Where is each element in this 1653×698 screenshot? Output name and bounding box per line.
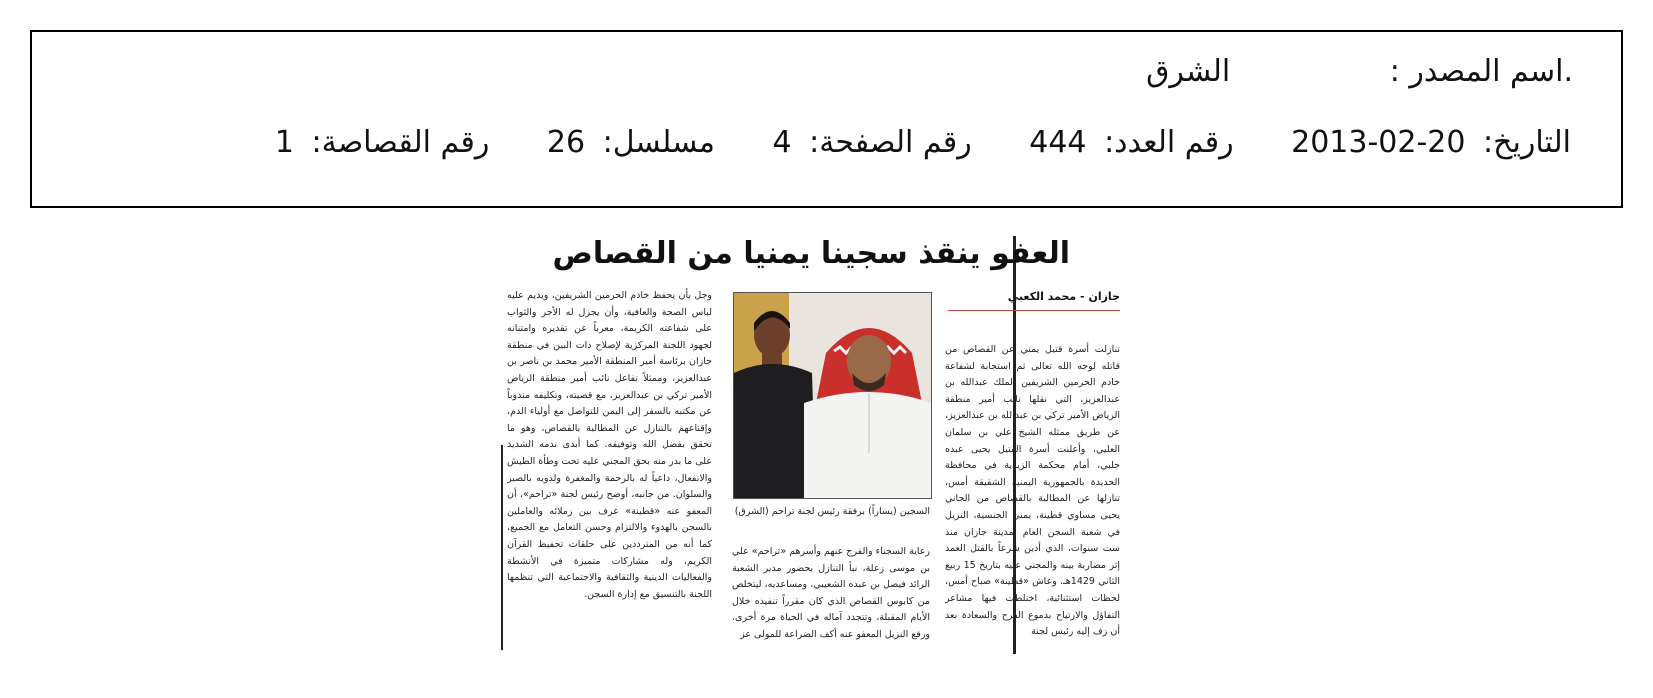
metadata-box <box>30 30 1623 208</box>
article-byline: جازان - محمد الكعبي <box>1007 290 1120 303</box>
photo-caption: السجين (يساراً) برفقة رئيس لجنة تراحم (الشرق) <box>734 506 930 517</box>
photo-illustration <box>734 293 931 498</box>
source-label: .اسم المصدر : <box>1389 54 1573 89</box>
issue-label: رقم العدد: <box>1104 125 1234 160</box>
page-value: 4 <box>772 125 792 160</box>
serial-label: مسلسل: <box>602 125 715 160</box>
source-row <box>32 54 1621 89</box>
source-value: الشرق <box>1146 54 1231 89</box>
details-row <box>32 125 1621 160</box>
date-value: 2013-02-20 <box>1291 125 1466 160</box>
article-photo <box>733 292 932 499</box>
clip-value: 1 <box>274 125 294 160</box>
date-label: التاريخ: <box>1483 125 1571 160</box>
byline-rule <box>948 310 1120 311</box>
page-label: رقم الصفحة: <box>809 125 972 160</box>
article-column-right: تنازلت أسرة قتيل يمني عن القصاص من قاتله لوجه الله تعالى ثم استجابة لشفاعة خادم الحرمين الشريفين الملك عبدالله بن عبدالعزيز، التي نقلها نائب أمير منطقة الرياض الأمير تركي بن عبدالله بن عبدالعزيز، عن طريق ممثله الشيخ علي بن سلمان العليي، وأعلنت أسرة القتيل يحيى عبده جلبي، أمام محكمة الزيدية في محافظة الحديدة بالجمهورية اليمنية الشقيقة أمس، تنازلها عن المطالبة بالقصاص من الجاني يحيى مساوي قطينة، يمني الجنسية، النزيل في شعبة السجن العام بمدينة جازان منذ ست سنوات، الذي أدين شرعاً بالقتل العمد إثر مضاربة بينه والمجني عليه بتاريخ 15 ربيع الثاني 1429هـ. وعاش «قطينة» صباح أمس، لحظات استثنائية، اختلطت فيها مشاعر التفاؤل والارتياح بدموع الفرح والسعادة بعد أن زف إليه رئيس لجنة <box>945 344 1120 638</box>
article-column-left: وجل بأن يحفظ خادم الحرمين الشريفين، ويديم عليه لباس الصحة والعافية، وأن يجزل له الأجر والثواب على شفاعته الكريمة، معرباً عن تقديره وامتنانه لجهود اللجنة المركزية لإصلاح ذات البين في منطقة جازان برئاسة أمير المنطقة الأمير محمد بن ناصر بن عبدالعزيز، وممثلاً تفاعل نائب أمير منطقة الرياض الأمير تركي بن عبدالعزيز، مع قضيته، وتكليفه مندوباً عن مكتبه بالسفر إلى اليمن للتواصل مع أولياء الدم، وإقناعهم بالتنازل عن المطالبة بالقصاص، وهو ما تحقق بفضل الله وتوفيقه. كما أبدى ندمه الشديد على ما بدر منه بحق المجني عليه تحت وطأة الطيش والانفعال، داعياً له بالرحمة والمغفرة ولذويه بالصبر والسلوان. من جانبه، أوضح رئيس لجنة «تراحم»، أن المعفو عنه «قطينة» عرف بين زملائه والعاملين بالسجن بالهدوء والالتزام وحسن التعامل مع الجميع، كما أنه من المترددين على حلقات تحفيظ القرآن الكريم، وله مشاركات متميزة في الأنشطة والفعاليات الدينية والثقافية والاجتماعية التي تنظمها اللجنة بالتنسيق مع إدارة السجن. <box>507 290 712 600</box>
issue-value: 444 <box>1029 125 1087 160</box>
serial-value: 26 <box>546 125 586 160</box>
article-column-middle: رعاية السجناء والفرج عنهم وأسرهم «تراحم» علي بن موسى زعلة، نبأ التنازل بحضور مدير الشعبة الرائد فيصل بن عبده الشعيبي، ومساعديه، ليتخلص من كابوس القصاص الذي كان مقرراً تنفيذه خلال الأيام المقبلة، وتتجدد آماله في الحياة مرة أخرى. ورفع النزيل المعفو عنه أكف الضراعة للمولى عز <box>732 546 930 640</box>
column-rule-lower <box>501 445 503 650</box>
clip-label: رقم القصاصة: <box>311 125 490 160</box>
article-headline: العفو ينقذ سجينا يمنيا من القصاص <box>552 236 1070 271</box>
